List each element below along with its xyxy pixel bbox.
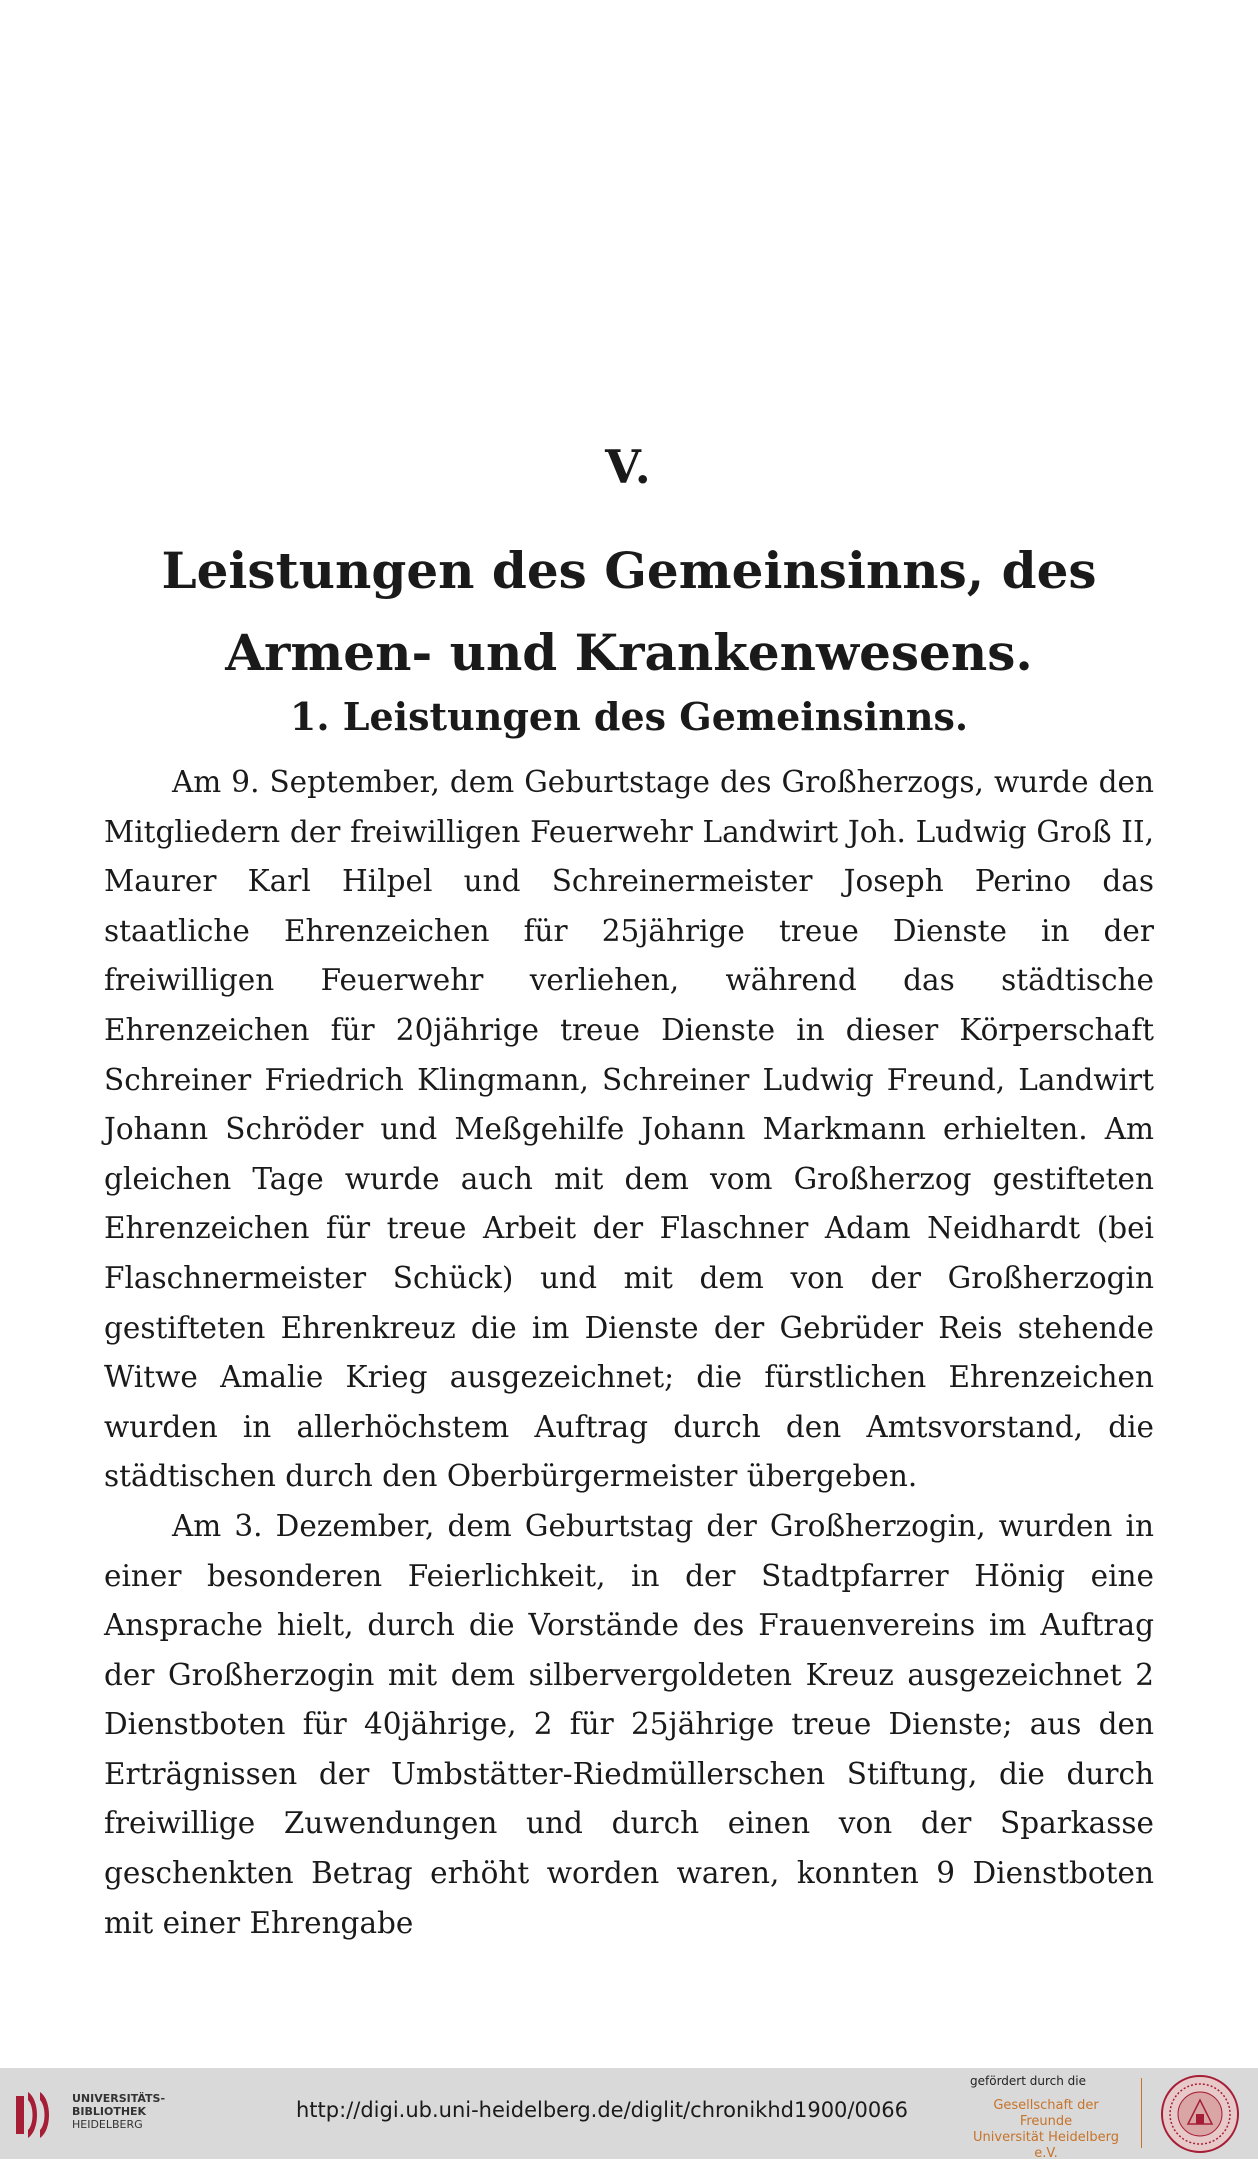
- footer-divider: [1141, 2078, 1142, 2148]
- ub-heidelberg-logo-icon: [10, 2086, 68, 2144]
- library-name-line: BIBLIOTHEK: [72, 2105, 147, 2118]
- section-title: 1. Leistungen des Gemeinsinns.: [289, 694, 969, 739]
- society-name: [966, 2098, 1126, 2162]
- paragraph: Am 3. Dezember, dem Geburtstag der Großherzogin, wurden in einer besonderen Feierlichkeit, in der Stadtpfarrer Hönig eine Ansprache hielt, durch die Vorstände des Frauenvereins im Auftrag der Großherzogin mit dem silbervergoldeten Kreuz ausgezeichnet 2 Dienstboten für 40jährige, 2 für 25jährige treue Dienste; aus den Erträgnissen der Umbstätter-Riedmüllerschen Stiftung, die durch freiwillige Zuwendungen und durch einen von der Sparkasse geschenkten Betrag erhöht worden waren, konnten 9 Dienstboten mit einer Ehrengabe: [104, 1508, 1154, 1940]
- footer-bar: [0, 2068, 1258, 2159]
- chapter-title: Leistungen des Gemeinsinns, des Armen- und Krankenwesens.: [161, 541, 1097, 682]
- funded-by-text: gefördert durch die: [970, 2074, 1086, 2088]
- society-name-line: Gesellschaft der Freunde: [993, 2098, 1099, 2129]
- source-url[interactable]: http://digi.ub.uni-heidelberg.de/diglit/chronikhd1900/0066: [296, 2098, 908, 2122]
- chapter-numeral: V.: [605, 440, 653, 494]
- society-name-line: Universität Heidelberg e.V.: [973, 2130, 1119, 2161]
- body-text: [104, 758, 1154, 1948]
- library-name-line: UNIVERSITÄTS-: [72, 2092, 166, 2105]
- library-name: [72, 2092, 165, 2131]
- library-name-line: HEIDELBERG: [72, 2118, 143, 2131]
- paragraph: Am 9. September, dem Geburtstage des Großherzogs, wurde den Mitgliedern der freiwilligen Feuerwehr Landwirt Joh. Ludwig Groß II, Maurer Karl Hilpel und Schreinermeister Joseph Perino das staatliche Ehrenzeichen für 25jährige treue Dienste in der freiwilligen Feuerwehr verliehen, während das städtische Ehrenzeichen für 20jährige treue Dienste in dieser Körperschaft Schreiner Friedrich Klingmann, Schreiner Ludwig Freund, Landwirt Johann Schröder und Meßgehilfe Johann Markmann erhielten. Am gleichen Tage wurde auch mit dem vom Großherzog gestifteten Ehrenzeichen für treue Arbeit der Flaschner Adam Neidhardt (bei Flaschnermeister Schück) und mit dem von der Großherzogin gestifteten Ehrenkreuz die im Dienste der Gebrüder Reis stehende Witwe Amalie Krieg ausgezeichnet; die fürstlichen Ehrenzeichen wurden in allerhöchstem Auftrag durch den Amtsvorstand, die städtischen durch den Oberbürgermeister übergeben.: [104, 765, 1154, 1494]
- university-seal-icon: [1160, 2074, 1240, 2154]
